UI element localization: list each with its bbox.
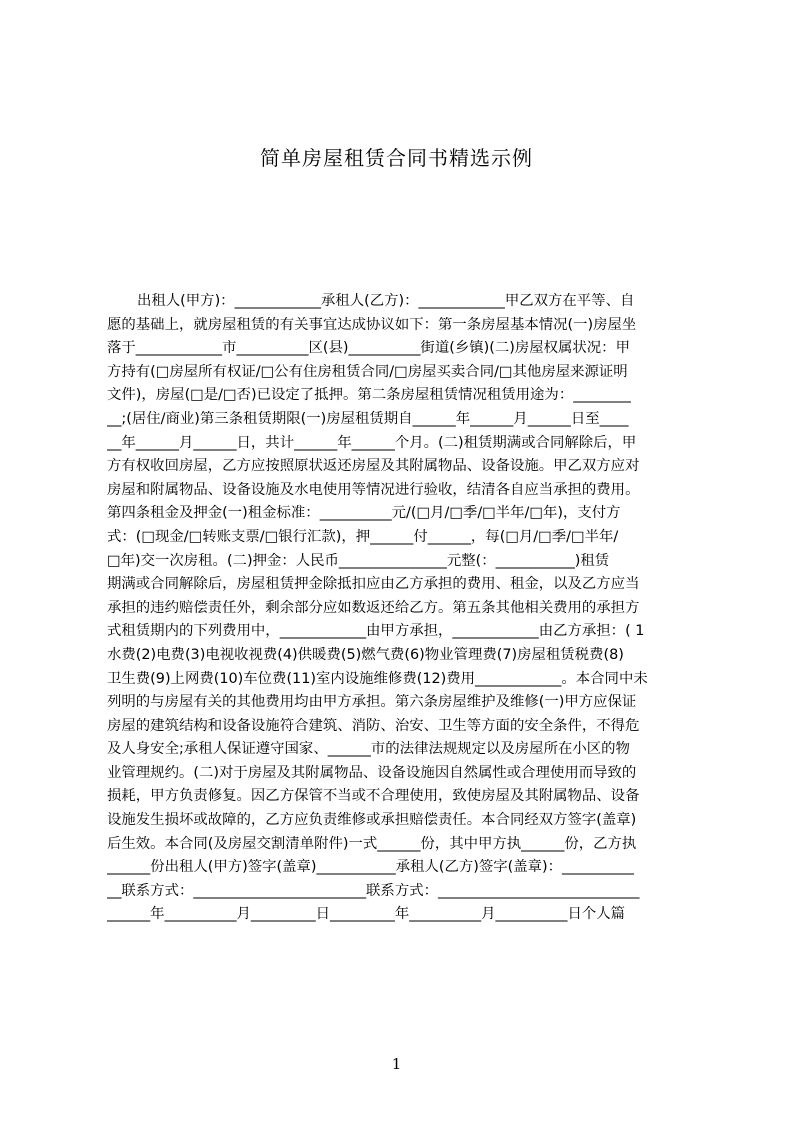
paragraph-line: 文件)，房屋(□是/□否)已设定了抵押。第二条房屋租赁情况租赁用途为：________ (107, 387, 631, 404)
paragraph-line: ______年__________月_________日_________年__________月__________日个人篇 (107, 906, 626, 923)
paragraph-line: 落于____________市__________区(县)__________街道(乡镇)(二)房屋权属状况：甲 (107, 340, 630, 357)
document-title: 简单房屋租赁合同书精选示例 (260, 146, 533, 170)
paragraph-line: 及人身安全;承租人保证遵守国家、______市的法律法规规定以及房屋所在小区的物 (107, 741, 630, 758)
paragraph-line: __年______月______日，共计______年______个月。(二)租赁期满或合同解除后，甲 (107, 434, 637, 451)
page-number: 1 (391, 1055, 402, 1073)
paragraph-line: 愿的基础上，就房屋租赁的有关事宜达成协议如下：第一条房屋基本情况(一)房屋坐 (107, 316, 637, 333)
paragraph-line: 设施发生损坏或故障的，乙方应负责维修或承担赔偿责任。本合同经双方签字(盖章) (107, 812, 637, 829)
paragraph-line: 式：(□现金/□转账支票/□银行汇款)，押______付______，每(□月/□季/□半年/ (107, 528, 619, 545)
paragraph-line: 第四条租金及押金(一)租金标准：__________元/(□月/□季/□半年/□年)，支付方 (107, 505, 621, 522)
paragraph-line: __联系方式：________________________联系方式：____________________________ (107, 882, 640, 899)
paragraph-line: 水费(2)电费(3)电视收视费(4)供暖费(5)燃气费(6)物业管理费(7)房屋租赁税费(8) (107, 646, 624, 663)
paragraph-line: □年)交一次房租。(二)押金：人民币_______________元整(：___________)租赁 (107, 552, 610, 569)
paragraph-line: 房屋和附属物品、设备设施及水电使用等情况进行验收，结清各自应当承担的费用。 (107, 481, 640, 498)
paragraph-line: 方持有(□房屋所有权证/□公有住房租赁合同/□房屋买卖合同/□其他房屋来源证明 (107, 363, 628, 380)
paragraph-line: 房屋的建筑结构和设备设施符合建筑、消防、治安、卫生等方面的安全条件，不得危 (107, 717, 640, 734)
contract-body (107, 290, 697, 927)
paragraph-line: 期满或合同解除后，房屋租赁押金除抵扣应由乙方承担的费用、租金，以及乙方应当 (107, 576, 640, 593)
paragraph-line: 承担的违约赔偿责任外，剩余部分应如数返还给乙方。第五条其他相关费用的承担方 (107, 599, 640, 616)
paragraph-line: 卫生费(9)上网费(10)车位费(11)室内设施维修费(12)费用____________。本合同中未 (107, 670, 648, 687)
paragraph-line: ______份出租人(甲方)签字(盖章)___________承租人(乙方)签字(盖章)：__________ (107, 859, 635, 876)
paragraph-line: 后生效。本合同(及房屋交割清单附件)一式______份，其中甲方执______份，乙方执 (107, 835, 637, 852)
paragraph-line: 方有权收回房屋，乙方应按照原状返还房屋及其附属物品、设备设施。甲乙双方应对 (107, 458, 640, 475)
paragraph-line: 式租赁期内的下列费用中，____________由甲方承担，____________由乙方承担：( 1 (107, 623, 645, 640)
paragraph-line: 业管理规约。(二)对于房屋及其附属物品、设备设施因自然属性或合理使用而导致的 (107, 764, 637, 781)
paragraph-line: __;(居住/商业)第三条租赁期限(一)房屋租赁期自______年______月______日至____ (107, 410, 629, 427)
paragraph-line: 损耗，甲方负责修复。因乙方保管不当或不合理使用，致使房屋及其附属物品、设备 (107, 788, 640, 805)
paragraph-line: 列明的与房屋有关的其他费用均由甲方承担。第六条房屋维护及维修(一)甲方应保证 (107, 694, 637, 711)
paragraph-line: 出租人(甲方)：____________承租人(乙方)：____________甲乙双方在平等、自 (137, 293, 635, 309)
